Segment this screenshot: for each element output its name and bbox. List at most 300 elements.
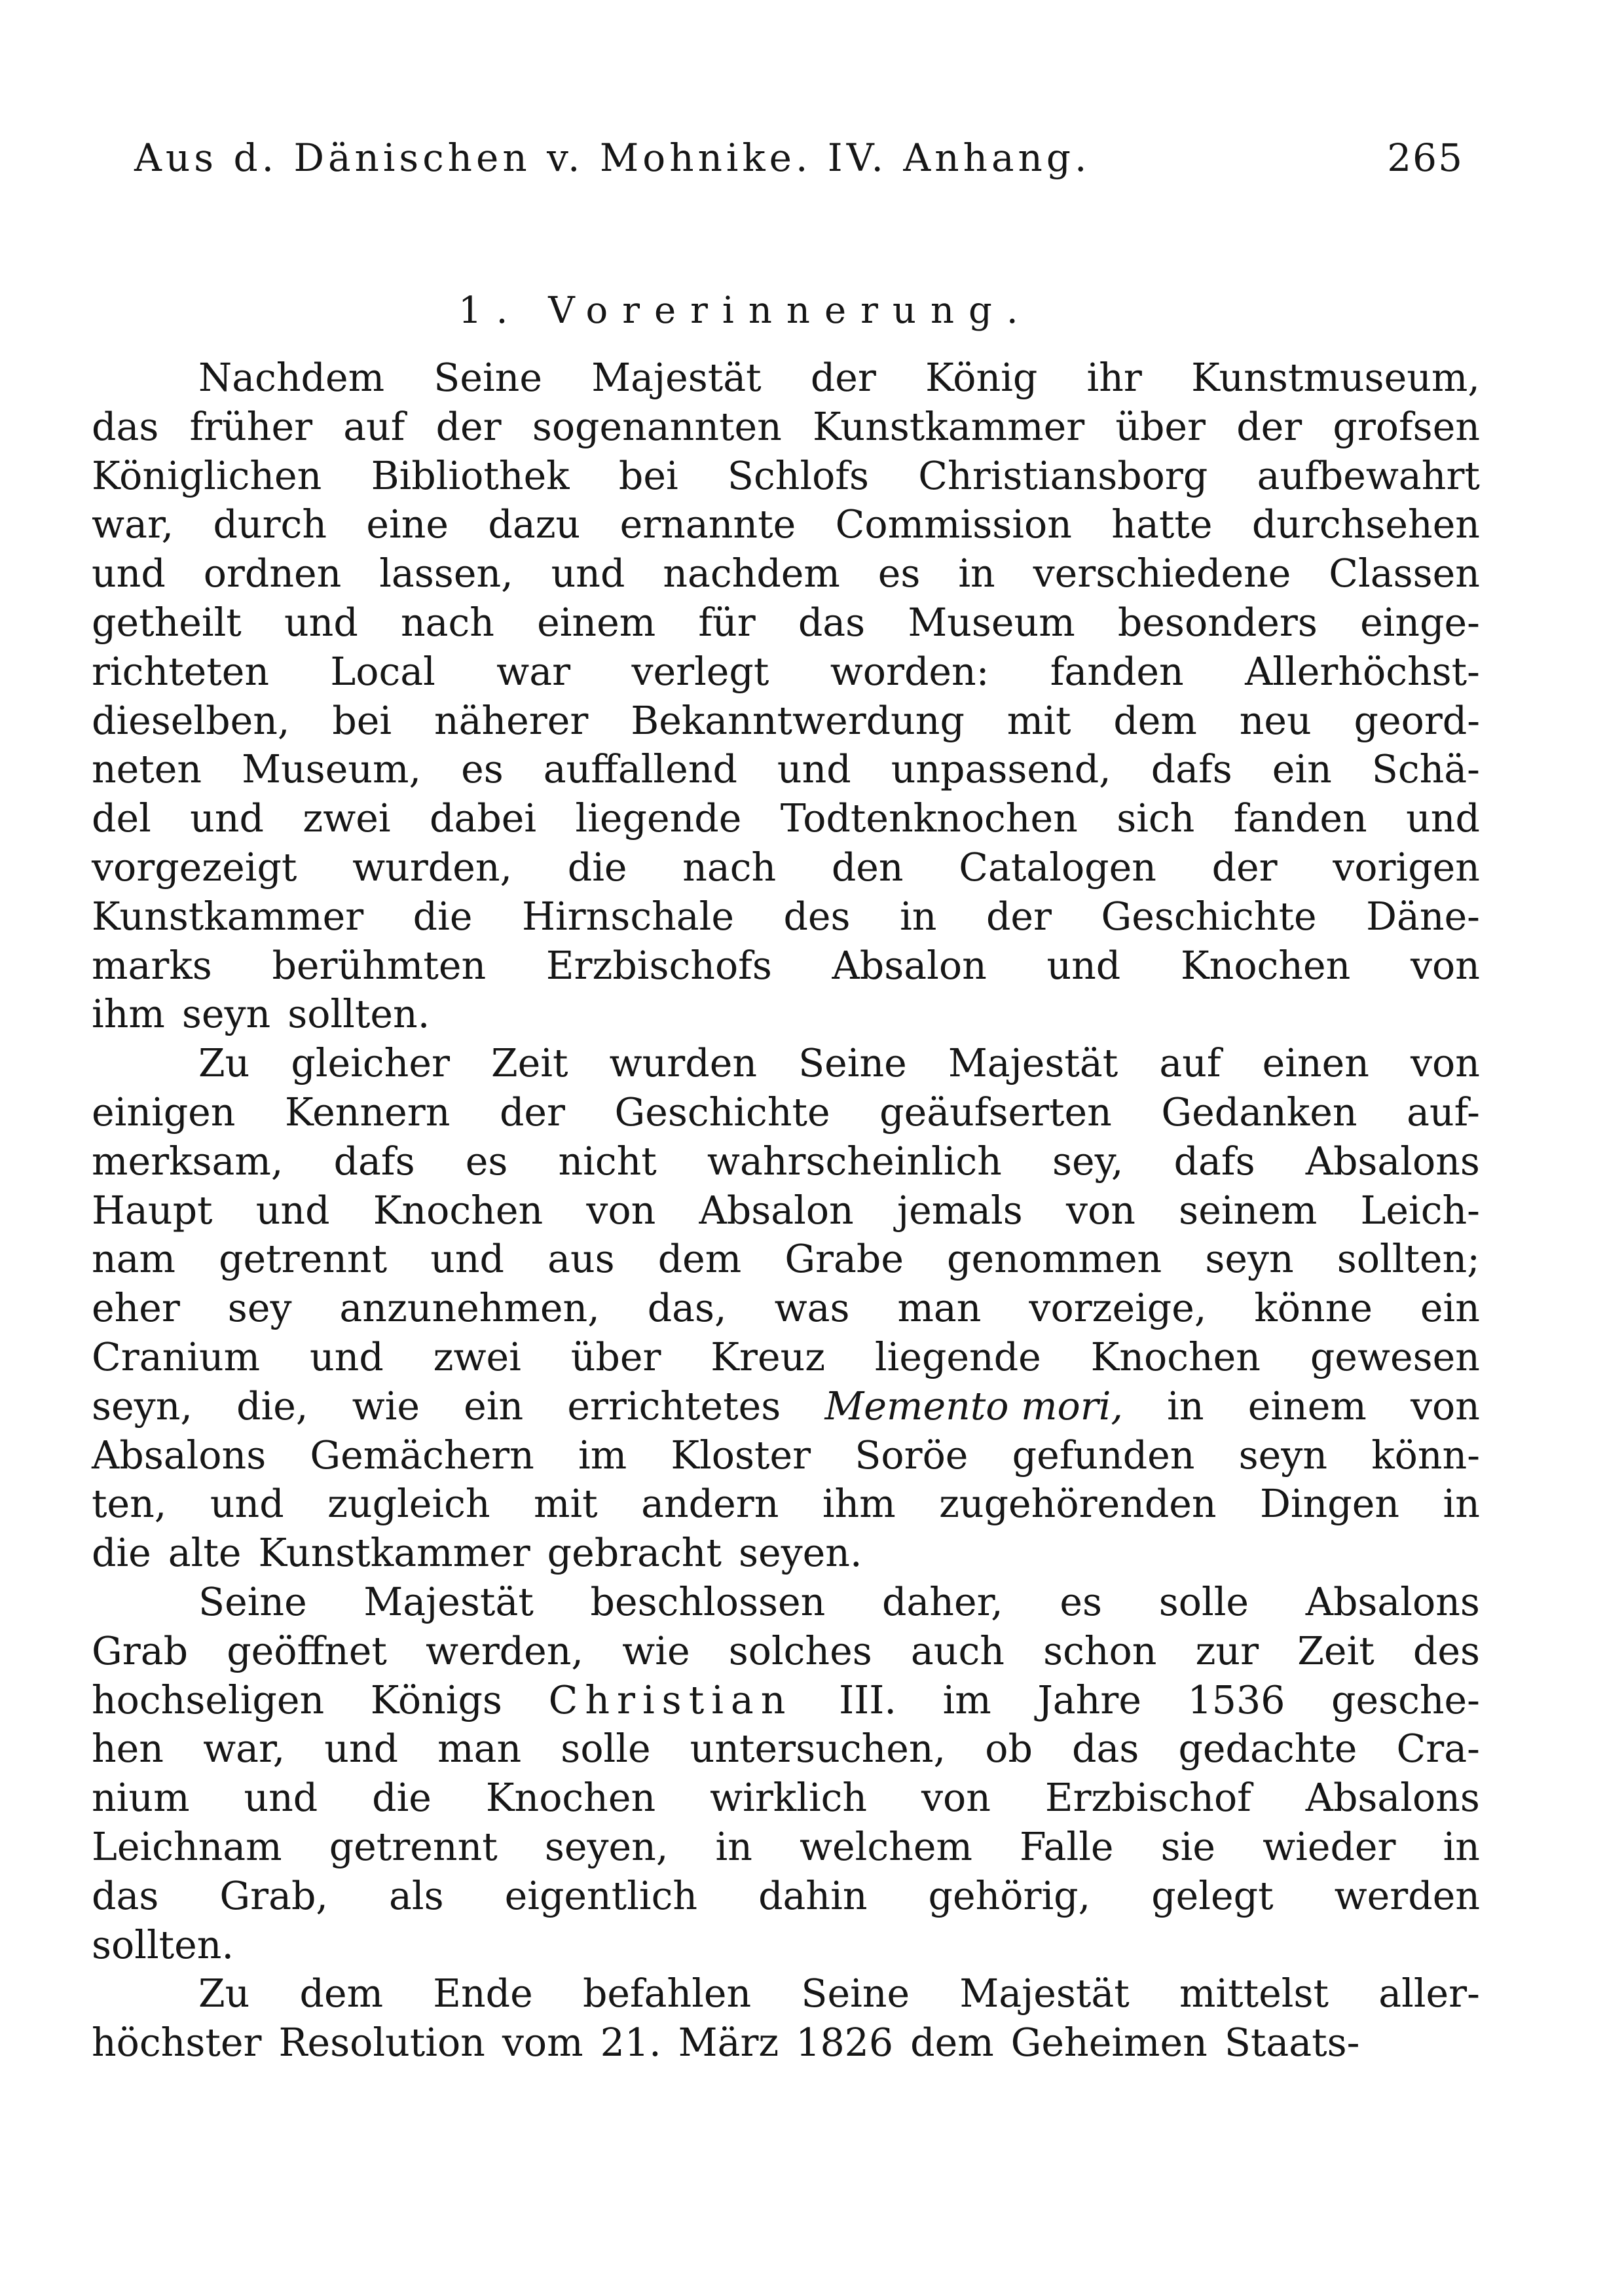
word: dem (657, 1237, 742, 1282)
word: verschiedene (1033, 551, 1291, 596)
word: Erzbischof (1044, 1776, 1251, 1821)
word: Zu (198, 1041, 250, 1086)
word: errichtetes (567, 1383, 781, 1429)
word: sogenannten (532, 404, 782, 449)
word: Bekanntwerdung (631, 698, 965, 743)
word: Haupt (92, 1188, 213, 1233)
word: geäufserten (879, 1089, 1112, 1135)
word: werden (1334, 1873, 1480, 1918)
word: ordnen (203, 551, 342, 596)
text-line (92, 794, 1480, 843)
word: getrennt (329, 1824, 498, 1869)
text-line (92, 1480, 1480, 1529)
word: geord- (1354, 698, 1480, 743)
text-line (92, 1676, 1480, 1725)
word: Seine (801, 1971, 910, 2016)
word: Kunstkammer (813, 404, 1085, 449)
word: liegende (575, 796, 742, 841)
word: nach (682, 845, 777, 890)
word: Geheimen (1010, 2020, 1208, 2066)
word: Kreuz (710, 1334, 826, 1379)
word: Absalons (1305, 1776, 1480, 1821)
text-line (92, 647, 1480, 697)
text-line (92, 549, 1480, 598)
word: das (92, 404, 159, 449)
word: grofsen (1333, 404, 1480, 449)
word: das, (647, 1286, 727, 1331)
word: wurden, (352, 845, 513, 890)
word: gleicher (291, 1041, 450, 1086)
text-line (92, 1235, 1480, 1284)
word: Schä- (1371, 747, 1480, 792)
word: von (1410, 1383, 1480, 1429)
word: zur (1195, 1628, 1259, 1673)
paragraph (92, 1039, 1480, 1578)
word: zugleich (327, 1482, 490, 1527)
italic-phrase: Memento mori, (824, 1383, 1124, 1429)
word: und (309, 1334, 384, 1379)
paragraph (92, 354, 1480, 1039)
word: sey (227, 1286, 292, 1331)
word: wirklich (710, 1776, 868, 1821)
word: hochseligen (92, 1677, 325, 1722)
word: dafs (1173, 1139, 1255, 1184)
word: mit (1006, 698, 1071, 743)
word: hen (92, 1726, 164, 1772)
word: Commission (835, 502, 1072, 547)
word: richteten (92, 649, 270, 694)
word: ein (1272, 747, 1332, 792)
word: ob (985, 1726, 1033, 1772)
text-line (92, 598, 1480, 647)
text-line (92, 1921, 1480, 1970)
word: Leich- (1360, 1188, 1480, 1233)
word: beschlossen (590, 1579, 826, 1624)
word: Absalon (832, 943, 987, 988)
word: in (1167, 1383, 1204, 1429)
word: Knochen (485, 1776, 656, 1821)
word: solle (561, 1726, 651, 1772)
word: einem (1247, 1383, 1367, 1429)
word: dabei (430, 796, 537, 841)
text-line (92, 1039, 1480, 1088)
text-line (92, 1137, 1480, 1186)
word: Ende (433, 1971, 533, 2016)
word: Christian (548, 1677, 793, 1722)
word: und (551, 551, 625, 596)
word: solches (728, 1628, 872, 1673)
word: Knochen (1180, 943, 1351, 988)
word: zwei (433, 1334, 521, 1379)
word: alte (168, 1531, 242, 1576)
word: Local (330, 649, 435, 694)
word: wie (352, 1383, 420, 1429)
word: die, (236, 1383, 308, 1429)
word: unpassend, (891, 747, 1111, 792)
word: für (698, 600, 756, 645)
word: Bibliothek (371, 453, 570, 498)
word: Classen (1329, 551, 1480, 596)
word: bei (332, 698, 392, 743)
word: Kunstmuseum, (1191, 355, 1480, 400)
word: von (1066, 1188, 1135, 1233)
text-line (92, 1333, 1480, 1382)
word: neu (1239, 698, 1312, 743)
word: Absalons (92, 1432, 267, 1478)
word: von (921, 1776, 991, 1821)
word: einigen (92, 1089, 236, 1135)
word: das (92, 1873, 159, 1918)
word: es (877, 551, 921, 596)
word: besonders (1117, 600, 1318, 645)
word: auffallend (543, 747, 737, 792)
word: Majestät (959, 1971, 1130, 2016)
word: schon (1043, 1628, 1157, 1673)
word: seyn, (92, 1383, 193, 1429)
word: Absalons (1305, 1139, 1480, 1184)
word: der (435, 404, 502, 449)
word: Kunstkammer (258, 1531, 530, 1576)
word: 1536 (1187, 1677, 1285, 1722)
word: Gedanken (1161, 1089, 1357, 1135)
word: zwei (303, 796, 391, 841)
word: Falle (1020, 1824, 1114, 1869)
word: sollten; (1337, 1237, 1480, 1282)
word: jemals (896, 1188, 1023, 1233)
word: daher, (881, 1579, 1003, 1624)
word: Absalons (1305, 1579, 1480, 1624)
text-line (92, 843, 1480, 892)
word: eher (92, 1286, 180, 1331)
word: dafs (333, 1139, 415, 1184)
word: fanden (1233, 796, 1367, 841)
word: Grab, (219, 1873, 328, 1918)
word: nicht (558, 1139, 657, 1184)
word: gewesen (1310, 1334, 1480, 1379)
word: dem (1113, 698, 1197, 743)
word: Zeit (1297, 1628, 1375, 1673)
word: Dingen (1260, 1482, 1400, 1527)
text-line (92, 1431, 1480, 1480)
word: war, (203, 1726, 286, 1772)
word: sollten. (287, 992, 430, 1037)
word: dieselben, (92, 698, 290, 743)
word: in (958, 551, 995, 596)
word: im (578, 1432, 627, 1478)
word: im (942, 1677, 991, 1722)
word: und (324, 1726, 399, 1772)
paragraph (92, 1969, 1480, 2068)
text-line (92, 1823, 1480, 1872)
word: und (244, 1776, 318, 1821)
word: auf (343, 404, 405, 449)
text-line (92, 1969, 1480, 2018)
word: März (678, 2020, 779, 2066)
word: in (715, 1824, 752, 1869)
word: höchster (92, 2020, 262, 2066)
text-line (92, 1186, 1480, 1235)
word: Schlofs (727, 453, 870, 498)
word: aufbewahrt (1257, 453, 1480, 498)
word: gebracht (547, 1531, 722, 1576)
word: werden, (426, 1628, 583, 1673)
word: seyen, (544, 1824, 669, 1869)
word: Majestät (948, 1041, 1118, 1086)
word: wahrscheinlich (707, 1139, 1002, 1184)
word: der (499, 1089, 565, 1135)
word: könn- (1371, 1432, 1480, 1478)
word: welchem (799, 1824, 972, 1869)
word: sich (1116, 796, 1195, 841)
word: worden: (830, 649, 989, 694)
word: 1826 (796, 2020, 894, 2066)
word: Absalon (699, 1188, 854, 1233)
word: genommen (947, 1237, 1162, 1282)
word: man (897, 1286, 982, 1331)
word: der (1211, 845, 1278, 890)
word: als (389, 1873, 444, 1918)
word: fanden (1050, 649, 1184, 694)
word: des (1412, 1628, 1480, 1673)
word: Königs (370, 1677, 502, 1722)
word: Grab (92, 1628, 189, 1673)
word: durch (213, 502, 327, 547)
word: Erzbischofs (545, 943, 772, 988)
word: gehörig, (928, 1873, 1091, 1918)
word: Museum (908, 600, 1075, 645)
word: solle (1158, 1579, 1249, 1624)
word: Knochen (373, 1188, 544, 1233)
text-line (92, 452, 1480, 501)
word: Christiansborg (918, 453, 1208, 498)
word: dazu (488, 502, 581, 547)
word: dem (299, 1971, 384, 2016)
word: Grabe (784, 1237, 904, 1282)
word: befahlen (582, 1971, 752, 2016)
word: Todtenknochen (780, 796, 1078, 841)
word: ernannte (619, 502, 796, 547)
text-line (92, 1382, 1480, 1431)
word: dem (910, 2020, 994, 2066)
word: III. (839, 1677, 896, 1722)
word: des (783, 894, 851, 939)
word: Kloster (671, 1432, 811, 1478)
word: der (1236, 404, 1302, 449)
word: könne (1254, 1286, 1373, 1331)
word: untersuchen, (690, 1726, 946, 1772)
word: Jahre (1037, 1677, 1141, 1722)
word: ihr (1086, 355, 1142, 400)
word: Soröe (855, 1432, 969, 1478)
word: seyn (1238, 1432, 1328, 1478)
word: König (925, 355, 1038, 400)
word: die (413, 894, 473, 939)
word: auf (1159, 1041, 1221, 1086)
word: sie (1160, 1824, 1215, 1869)
word: Allerhöchst- (1245, 649, 1480, 694)
text-line (92, 1088, 1480, 1137)
word: del (92, 796, 151, 841)
word: vorzeige, (1029, 1286, 1207, 1331)
word: bei (618, 453, 678, 498)
word: nachdem (663, 551, 840, 596)
word: vorigen (1333, 845, 1480, 890)
word: neten (92, 747, 202, 792)
word: die (92, 1531, 151, 1576)
text-line (92, 1284, 1480, 1333)
word: einge- (1360, 600, 1480, 645)
word: durchsehen (1251, 502, 1480, 547)
text-line (92, 697, 1480, 746)
word: berühmten (272, 943, 487, 988)
word: nach (400, 600, 494, 645)
word: Nachdem (198, 355, 385, 400)
word: andern (641, 1482, 779, 1527)
word: in (900, 894, 937, 939)
word: dafs (1151, 747, 1232, 792)
word: Zu (198, 1971, 250, 2016)
word: Hirnschale (521, 894, 734, 939)
word: das (798, 600, 866, 645)
word: und (210, 1482, 284, 1527)
word: Majestät (363, 1579, 534, 1624)
word: der (810, 355, 876, 400)
word: von (1410, 943, 1480, 988)
word: anzunehmen, (339, 1286, 600, 1331)
word: aller- (1378, 1971, 1480, 2016)
word: gesche- (1331, 1677, 1480, 1722)
word: dahin (758, 1873, 868, 1918)
word: Resolution (278, 2020, 485, 2066)
word: und (777, 747, 851, 792)
word: hatte (1111, 502, 1213, 547)
body-text (92, 354, 1480, 2068)
word: seinem (1179, 1188, 1318, 1233)
text-line (92, 1724, 1480, 1774)
word: es (465, 1139, 508, 1184)
word: es (461, 747, 504, 792)
word: das (1072, 1726, 1139, 1772)
word: Kunstkammer (92, 894, 364, 939)
word: sollten. (92, 1922, 234, 1967)
word: und (430, 1237, 504, 1282)
page-number: 265 (1387, 136, 1464, 180)
word: ein (464, 1383, 524, 1429)
word: früher (189, 404, 313, 449)
word: marks (92, 943, 212, 988)
text-line (92, 892, 1480, 941)
text-line (92, 1872, 1480, 1921)
text-line (92, 354, 1480, 403)
word: Seine (434, 355, 542, 400)
text-line (92, 2018, 1480, 2068)
word: man (437, 1726, 522, 1772)
text-line (92, 500, 1480, 549)
word: Catalogen (959, 845, 1156, 890)
word: geöffnet (227, 1628, 387, 1673)
word: einen (1262, 1041, 1369, 1086)
word: mittelst (1179, 1971, 1329, 2016)
text-line (92, 745, 1480, 794)
word: Staats- (1224, 2020, 1360, 2066)
word: wie (622, 1628, 690, 1673)
word: es (1060, 1579, 1103, 1624)
text-line (92, 1578, 1480, 1627)
word: gelegt (1151, 1873, 1274, 1918)
word: zugehörenden (939, 1482, 1217, 1527)
word: liegende (874, 1334, 1041, 1379)
text-line (92, 403, 1480, 452)
word: Knochen (1090, 1334, 1261, 1379)
word: die (567, 845, 627, 890)
word: sey, (1052, 1139, 1124, 1184)
word: ihm (822, 1482, 896, 1527)
word: den (831, 845, 904, 890)
word: eine (366, 502, 449, 547)
word: getrennt (219, 1237, 388, 1282)
word: und (255, 1188, 330, 1233)
word: war, (92, 502, 174, 547)
word: merksam, (92, 1139, 284, 1184)
word: die (372, 1776, 432, 1821)
word: Majestät (591, 355, 762, 400)
word: Zeit (490, 1041, 568, 1086)
word: Cra- (1396, 1726, 1480, 1772)
word: lassen, (379, 551, 513, 596)
section-heading: 1. Vorerinnerung. (458, 289, 1033, 332)
word: und (1406, 796, 1480, 841)
word: ten, (92, 1482, 167, 1527)
text-line (92, 990, 1480, 1039)
word: seyn (1205, 1237, 1294, 1282)
word: Königlichen (92, 453, 322, 498)
word: seyn (181, 992, 271, 1037)
word: Seine (798, 1041, 907, 1086)
word: über (570, 1334, 661, 1379)
word: der (986, 894, 1052, 939)
word: von (586, 1188, 656, 1233)
word: und (92, 551, 166, 596)
word: gefunden (1012, 1432, 1195, 1478)
word: gedachte (1178, 1726, 1357, 1772)
word: auch (910, 1628, 1005, 1673)
word: getheilt (92, 600, 242, 645)
word: vom (502, 2020, 583, 2066)
text-line (92, 941, 1480, 991)
word: war (496, 649, 571, 694)
word: von (1411, 1041, 1480, 1086)
word: Cranium (92, 1334, 261, 1379)
word: vorgezeigt (92, 845, 297, 890)
text-line (92, 1529, 1480, 1578)
word: und (1046, 943, 1121, 988)
word: einem (537, 600, 656, 645)
word: nam (92, 1237, 176, 1282)
word: Geschichte (1101, 894, 1317, 939)
word: Seine (198, 1579, 307, 1624)
word: wurden (609, 1041, 757, 1086)
word: eigentlich (504, 1873, 698, 1918)
word: in (1443, 1482, 1480, 1527)
word: über (1115, 404, 1206, 449)
running-head-title: Aus d. Dänischen v. Mohnike. IV. Anhang. (134, 136, 1091, 180)
word: Museum, (242, 747, 422, 792)
word: näherer (434, 698, 589, 743)
word: in (1443, 1824, 1480, 1869)
word: ein (1420, 1286, 1480, 1331)
running-head (134, 128, 1464, 187)
word: und (284, 600, 358, 645)
